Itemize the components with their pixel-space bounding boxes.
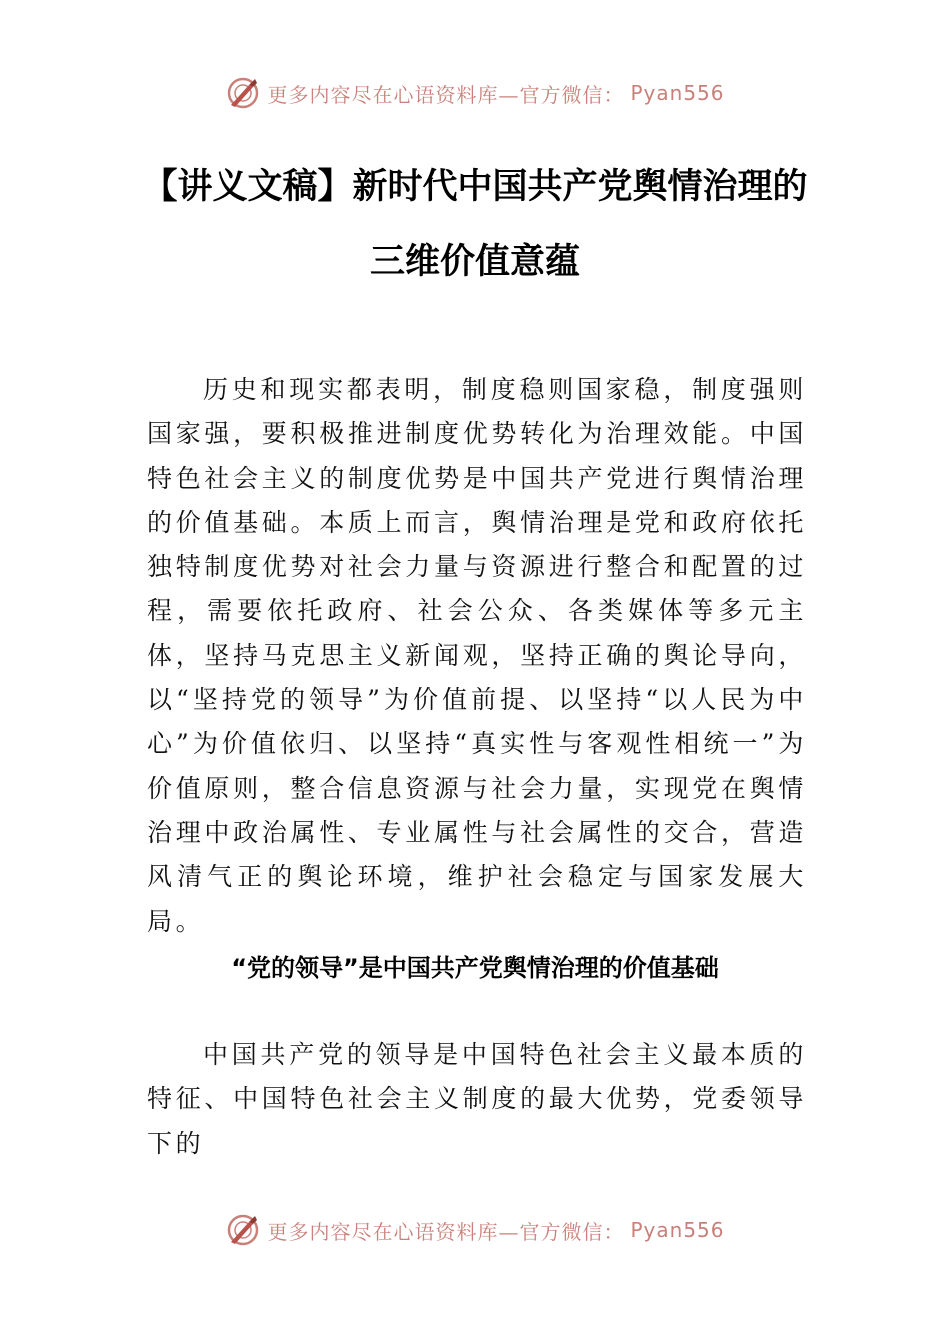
body-paragraph: 历史和现实都表明，制度稳则国家稳，制度强则国家强，要积极推进制度优势转化为治理效能。中国特色社会主义的制度优势是中国共产党进行舆情治理的价值基础。本质上而言，舆情治理是党和政府依托独特制度优势对社会力量与资源进行整合和配置的过程，需要依托政府、社会公众、各类媒体等多元主体，坚持马克思主义新闻观，坚持正确的舆论导向，以“坚持党的领导”为价值前提、以坚持“以人民为中心”为价值依归、以坚持“真实性与客观性相统一”为价值原则，整合信息资源与社会力量，实现党在舆情治理中政治属性、专业属性与社会属性的交合，营造风清气正的舆论环境，维护社会稳定与国家发展大局。 xyxy=(147,375,807,936)
watermark-wechat-id: Pyan556 xyxy=(630,81,725,105)
logo-icon xyxy=(225,75,261,111)
watermark-wechat-id: Pyan556 xyxy=(630,1218,725,1242)
body-paragraph: 中国共产党的领导是中国特色社会主义最本质的特征、中国特色社会主义制度的最大优势，党委领导下的 xyxy=(147,1040,807,1158)
section-heading: “党的领导”是中国共产党舆情治理的价值基础 xyxy=(231,954,719,982)
header-watermark xyxy=(0,73,950,113)
document-title xyxy=(60,150,890,300)
watermark-text: 更多内容尽在心语资料库—官方微信： xyxy=(267,82,625,107)
title-line-2: 三维价值意蕴 xyxy=(369,242,580,282)
title-line-1: 【讲义文稿】新时代中国共产党舆情治理的 xyxy=(142,167,808,207)
footer-watermark xyxy=(0,1210,950,1250)
watermark-text: 更多内容尽在心语资料库—官方微信： xyxy=(267,1219,625,1244)
logo-icon xyxy=(225,1212,261,1248)
